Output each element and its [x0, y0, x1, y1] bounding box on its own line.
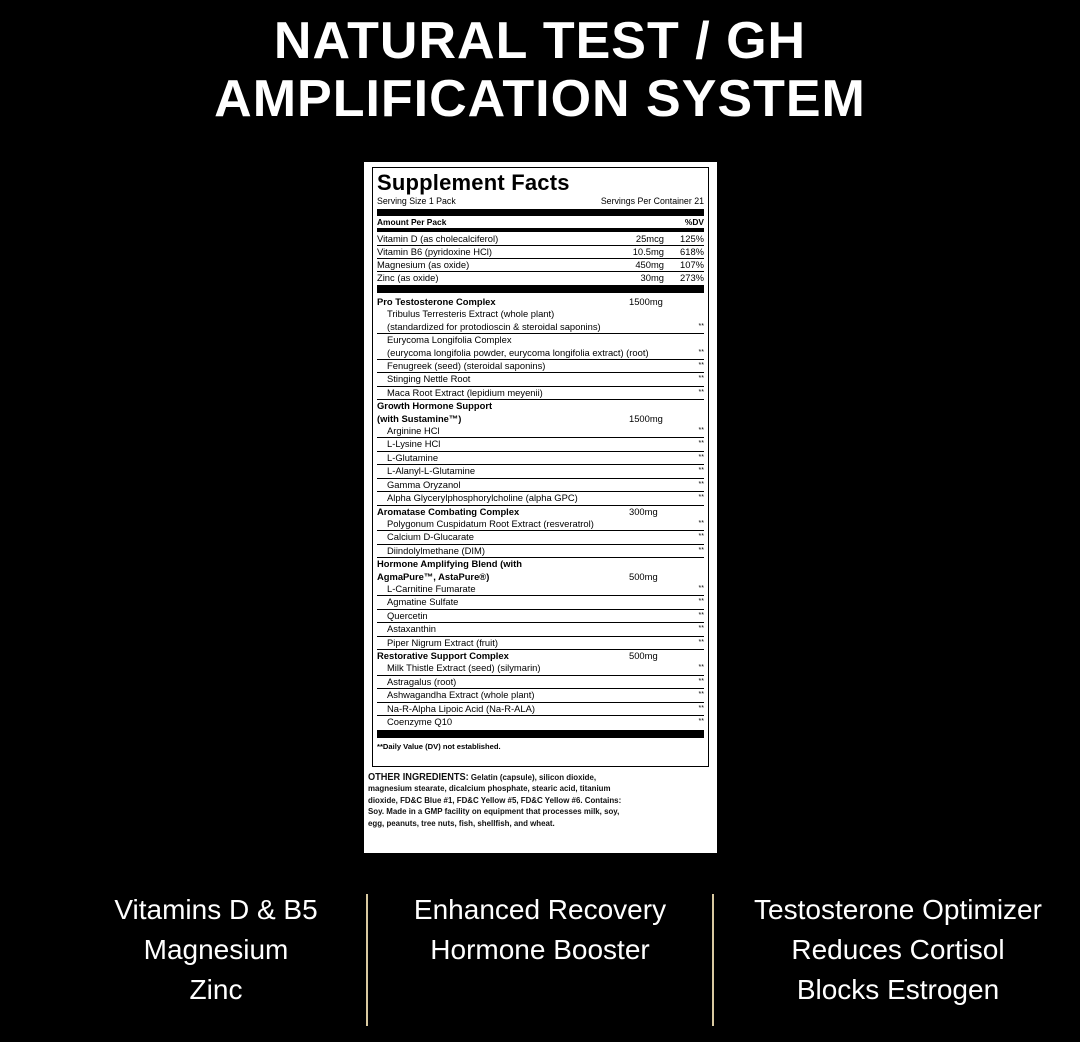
- dv-mark: **: [698, 348, 704, 356]
- dv-mark: **: [698, 664, 704, 672]
- amount-header: Amount Per Pack: [377, 217, 447, 227]
- blend-heading: [377, 400, 704, 412]
- benefit-column-1: [66, 890, 366, 1010]
- blend-name: Hormone Amplifying Blend (with: [377, 558, 522, 570]
- vitamin-row: [377, 272, 704, 284]
- dv-mark: **: [698, 375, 704, 383]
- dv-mark: **: [698, 691, 704, 699]
- ingredient-name: Polygonum Cuspidatum Root Extract (resveratrol): [387, 517, 594, 529]
- ingredient-row: [377, 676, 704, 689]
- nutrient-dv: 125%: [680, 233, 704, 244]
- benefit-item: Hormone Booster: [430, 934, 650, 965]
- blend-amount: 1500mg: [629, 296, 663, 307]
- ingredient-row: [377, 387, 704, 400]
- ingredient-name: Coenzyme Q10: [387, 716, 453, 727]
- ingredient-row: [377, 583, 704, 596]
- ingredient-name: Alpha Glycerylphosphorylcholine (alpha GPC): [387, 492, 578, 504]
- ingredient-name: Ashwagandha Extract (whole plant): [387, 689, 535, 701]
- nutrient-dv: 107%: [680, 259, 704, 270]
- blend-heading: [377, 413, 704, 425]
- ingredient-name: Na-R-Alpha Lipoic Acid (Na-R-ALA): [387, 702, 535, 714]
- divider-bar: [377, 209, 704, 216]
- benefit-item: Blocks Estrogen: [796, 974, 1000, 1005]
- ingredient-name: Gamma Oryzanol: [387, 478, 461, 490]
- ingredient-row: [377, 610, 704, 623]
- divider-bar: [377, 285, 704, 293]
- ingredient-row: [377, 596, 704, 609]
- ingredient-row: [377, 545, 704, 558]
- serving-size: Serving Size 1 Pack: [377, 196, 456, 206]
- nutrient-dv: 273%: [680, 272, 704, 283]
- blend-name: Aromatase Combating Complex: [377, 505, 520, 517]
- dv-mark: **: [698, 677, 704, 685]
- headline-line-2: AMPLIFICATION SYSTEM: [214, 70, 866, 128]
- blend-name: Restorative Support Complex: [377, 649, 509, 661]
- ingredient-row: [377, 438, 704, 451]
- blend-amount: 1500mg: [629, 412, 663, 424]
- benefit-column-2: [380, 890, 700, 970]
- benefit-item: Enhanced Recovery: [413, 894, 667, 925]
- ingredient-name: Tribulus Terresteris Extract (whole plant): [387, 308, 555, 320]
- dv-footnote: **Daily Value (DV) not established.: [377, 742, 501, 752]
- ingredient-row: [377, 360, 704, 373]
- ingredient-name: Agmatine Sulfate: [387, 596, 459, 608]
- other-ingredients: [368, 772, 635, 829]
- dv-mark: **: [698, 598, 704, 606]
- ingredient-row: [377, 662, 704, 675]
- ingredient-name: Calcium D-Glucarate: [387, 531, 475, 543]
- dv-mark: **: [698, 453, 704, 461]
- blend-name: Growth Hormone Support: [377, 400, 493, 412]
- dv-mark: **: [698, 611, 704, 619]
- dv-mark: [692, 334, 704, 346]
- benefit-item: Vitamins D & B5: [114, 894, 318, 925]
- blend-amount: 500mg: [629, 570, 658, 582]
- ingredient-row: [377, 518, 704, 531]
- other-ingredients-text: Gelatin (capsule), silicon dioxide, magnesium stearate, dicalcium phosphate, stearic acid, titanium dioxide, FD&C Blue #1, FD&C Yellow #5, FD&C Yellow #6. Contains: Soy. Made in a GMP facility on equipment that processes milk, soy, egg, peanuts, tree nuts, fish, shellfish, and wheat.: [368, 772, 622, 828]
- ingredient-row: [377, 347, 704, 360]
- benefits-section: [0, 890, 1080, 1030]
- ingredient-name: L-Alanyl-L-Glutamine: [387, 465, 476, 477]
- blend-heading: [377, 558, 704, 570]
- nutrient-amount: 10.5mg: [632, 246, 664, 257]
- divider-bar: [377, 228, 704, 232]
- ingredient-row: [377, 321, 704, 334]
- ingredient-row: [377, 531, 704, 544]
- dv-mark: **: [698, 638, 704, 646]
- dv-mark: **: [698, 480, 704, 488]
- ingredient-row: [377, 452, 704, 465]
- dv-mark: **: [698, 467, 704, 475]
- dv-mark: **: [698, 533, 704, 541]
- benefit-item: Reduces Cortisol: [791, 934, 1005, 965]
- ingredient-name: (standardized for protodioscin & steroidal saponins): [387, 320, 601, 332]
- ingredient-name: Arginine HCl: [387, 425, 440, 437]
- dv-mark: **: [698, 546, 704, 554]
- blend-heading: [377, 571, 704, 583]
- blend-amount: 300mg: [629, 505, 658, 517]
- blend-name: (with Sustamine™): [377, 412, 462, 424]
- ingredient-name: Piper Nigrum Extract (fruit): [387, 636, 498, 648]
- ingredient-name: Maca Root Extract (lepidium meyenii): [387, 386, 543, 398]
- dv-mark: **: [698, 388, 704, 396]
- nutrient-name: Vitamin B6 (pyridoxine HCl): [377, 246, 492, 257]
- dv-mark: **: [698, 440, 704, 448]
- dv-mark: **: [698, 427, 704, 435]
- blend-heading: [377, 506, 704, 518]
- ingredient-name: L-Lysine HCl: [387, 438, 441, 450]
- headline: [0, 12, 1080, 128]
- nutrient-amount: 30mg: [640, 272, 664, 283]
- dv-mark: **: [698, 494, 704, 502]
- ingredient-row: [377, 425, 704, 438]
- nutrient-name: Vitamin D (as cholecalciferol): [377, 233, 499, 244]
- nutrient-dv: 618%: [680, 246, 704, 257]
- column-divider: [366, 894, 368, 1026]
- ingredient-name: Milk Thistle Extract (seed) (silymarin): [387, 662, 541, 674]
- blend-name: AgmaPure™, AstaPure®): [377, 570, 490, 582]
- nutrient-name: Magnesium (as oxide): [377, 259, 470, 270]
- nutrient-amount: 450mg: [635, 259, 664, 270]
- dv-mark: **: [698, 584, 704, 592]
- ingredient-row: [377, 479, 704, 492]
- ingredient-row: [377, 465, 704, 478]
- ingredient-name: Diindolylmethane (DIM): [387, 544, 485, 556]
- ingredient-name: L-Carnitine Fumarate: [387, 582, 476, 594]
- ingredient-row: [377, 492, 704, 505]
- dv-mark: [692, 308, 704, 320]
- vitamin-row: [377, 259, 704, 272]
- ingredient-row: [377, 716, 704, 728]
- ingredient-name: Quercetin: [387, 609, 428, 621]
- vitamin-row: [377, 246, 704, 259]
- dv-mark: **: [698, 519, 704, 527]
- ingredient-row: [377, 373, 704, 386]
- amount-header-row: [377, 217, 704, 227]
- blend-heading: [377, 650, 704, 662]
- divider-bar: [377, 730, 704, 738]
- blend-amount: 500mg: [629, 649, 658, 661]
- supplement-facts-panel: [372, 167, 709, 767]
- ingredient-name: Fenugreek (seed) (steroidal saponins): [387, 360, 546, 372]
- supplement-label: [364, 162, 717, 853]
- dv-mark: **: [698, 362, 704, 370]
- benefit-item: Magnesium: [143, 934, 289, 965]
- dv-header: %DV: [684, 217, 704, 227]
- serving-info: [377, 196, 704, 207]
- column-divider: [712, 894, 714, 1026]
- ingredient-row: [377, 637, 704, 650]
- nutrient-name: Zinc (as oxide): [377, 272, 439, 283]
- ingredient-name: Astragalus (root): [387, 675, 457, 687]
- benefit-item: Zinc: [189, 974, 243, 1005]
- blend-list: [377, 296, 704, 728]
- benefit-column-3: [726, 890, 1070, 1010]
- ingredient-name: L-Glutamine: [387, 451, 439, 463]
- other-ingredients-label: OTHER INGREDIENTS:: [368, 772, 469, 783]
- ingredient-name: Eurycoma Longifolia Complex: [387, 334, 512, 346]
- dv-mark: **: [698, 322, 704, 330]
- nutrient-amount: 25mcg: [635, 233, 664, 244]
- ingredient-row: [377, 703, 704, 716]
- ingredient-name: Stinging Nettle Root: [387, 373, 471, 385]
- blend-name: Pro Testosterone Complex: [377, 296, 496, 307]
- dv-mark: **: [698, 718, 704, 725]
- blend-heading: [377, 296, 704, 308]
- servings-per-container: Servings Per Container 21: [600, 196, 704, 206]
- headline-line-1: NATURAL TEST / GH: [273, 12, 807, 70]
- ingredient-name: Astaxanthin: [387, 623, 436, 635]
- ingredient-row: [377, 623, 704, 636]
- ingredient-row: [377, 334, 704, 346]
- facts-title: Supplement Facts: [377, 170, 570, 195]
- benefit-item: Testosterone Optimizer: [754, 894, 1042, 925]
- ingredient-name: (eurycoma longifolia powder, eurycoma longifolia extract) (root): [387, 346, 649, 358]
- vitamin-row: [377, 233, 704, 246]
- dv-mark: **: [698, 625, 704, 633]
- ingredient-row: [377, 689, 704, 702]
- vitamin-list: [377, 233, 704, 284]
- dv-mark: **: [698, 704, 704, 712]
- ingredient-row: [377, 308, 704, 320]
